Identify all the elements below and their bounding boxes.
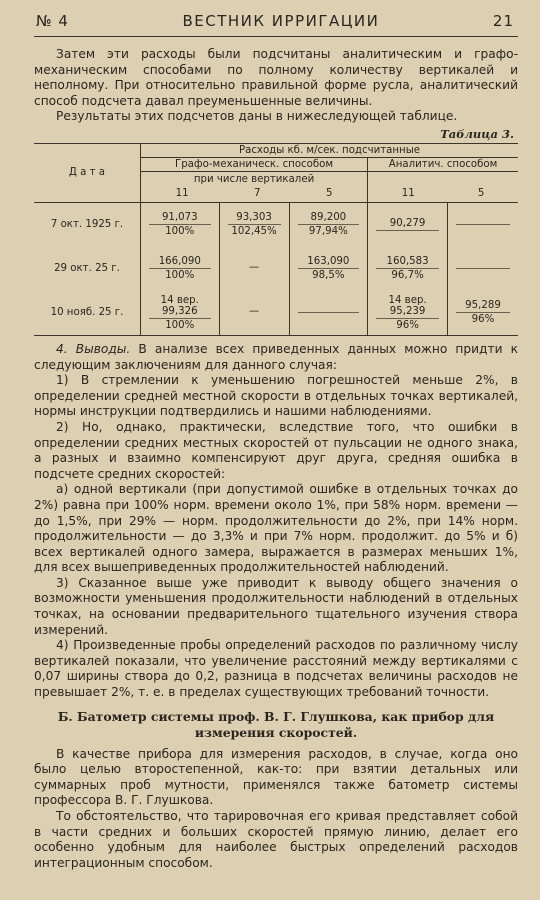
main-header: Расходы кб. м/сек. подсчитанные: [140, 143, 518, 157]
percent-value: 96%: [396, 320, 419, 332]
section-b-paragraph: В качестве прибора для измерения расходов, в случае, когда оно было целью второстепенной, как-то: при взятии детальных или суммарных проб мутности, применялся также батометр системы профессора В. Г. Глушкова.: [34, 746, 518, 808]
page-number: 21: [492, 12, 514, 30]
percent-value: 96,7%: [391, 270, 424, 282]
date-header: Д а т а: [34, 143, 140, 202]
value-cell: [140, 247, 219, 291]
section-b-paragraph: То обстоятельство, что тарировочная его кривая представляет собой в части средних и больших скоростей прямую линию, делает его особенно удобным для наиболее быстрых определений расходов интеграционным способом.: [34, 809, 518, 870]
value-cell: [289, 247, 368, 291]
table-caption: Таблица 3.: [440, 126, 514, 141]
discharge-table: [34, 143, 518, 336]
discharge-value: —: [248, 306, 260, 318]
col-header: 5: [477, 187, 485, 199]
section-b-title: Б. Батометр системы проф. В. Г. Глушкова, как прибор для измерения скоростей.: [57, 708, 495, 740]
conclusion-item: а) одной вертикали (при допустимой ошибке в отдельных точках до 2%) равна при 100% норм. времени около 1%, при 58% норм. времени — до 1,5%, при 29% — норм. продолжительности до 2%, при 14% норм. продолжительности — до 3,3% и при 7% норм. продолжит. до 5% и б) всех вертикалей одного замера, выражается в размерах меньших 1%, для всех вышеприведенных продолжительностей наблюдений.: [34, 482, 518, 575]
verticals-header: [140, 171, 367, 202]
section-b-body: [34, 747, 518, 872]
date-cell: 10 нояб. 25 г.: [50, 307, 124, 319]
value-cell: [289, 291, 368, 336]
value-cell: [140, 202, 219, 247]
value-cell: [448, 291, 518, 336]
value-cell: [289, 202, 368, 247]
discharge-value: 95,289: [456, 300, 510, 313]
conclusion-item: 1) В стремлении к уменьшению погрешностей меньше 2%, в определении средней местной скорости в отдельных точках вертикалей, нормы инструкции подтвердились и нашими наблюдениями.: [34, 373, 518, 419]
discharge-value: 90,279: [376, 218, 439, 231]
value-cell: [219, 247, 289, 291]
percent-value: [222, 318, 287, 319]
verticals-label: при числе вертикалей: [193, 173, 315, 185]
value-cell: [219, 202, 289, 247]
col-header: 11: [401, 187, 415, 199]
discharge-value: 89,200: [298, 212, 360, 225]
percent-value: 96%: [471, 314, 495, 326]
intro-paragraph: Результаты этих подсчетов даны в нижеследующей таблице.: [56, 109, 458, 124]
value-cell: [448, 247, 518, 291]
percent-value: [292, 313, 366, 314]
analytic-col-headers: [368, 171, 518, 202]
value-cell: [368, 202, 448, 247]
date-cell: 7 окт. 1925 г.: [50, 219, 124, 231]
value-cell: [219, 291, 289, 336]
col-header: 5: [325, 187, 333, 199]
analytic-method-header: Аналитич. способом: [368, 157, 518, 171]
running-header: [34, 12, 518, 37]
table-row: [34, 291, 518, 336]
discharge-value: 160,583: [376, 256, 439, 269]
graph-method-header: Графо-механическ. способом: [140, 157, 367, 171]
conclusions-lead: [34, 342, 518, 373]
value-cell: [140, 291, 219, 336]
journal-title: ВЕСТНИК ИРРИГАЦИИ: [182, 12, 380, 30]
conclusion-item: 3) Сказанное выше уже приводит к выводу общего значения о возможности уменьшения продолжительности наблюдений в отдельных точках, на основании предварительного тщательного изучения створа измерений.: [34, 575, 518, 637]
discharge-value: 91,073: [149, 212, 211, 225]
discharge-value: 95,239: [376, 306, 439, 319]
discharge-value: 99,326: [149, 306, 211, 319]
date-cell: 29 окт. 25 г.: [54, 263, 120, 275]
discharge-value: 93,303: [228, 212, 281, 225]
table-row: [34, 202, 518, 247]
value-cell: [368, 247, 448, 291]
percent-value: [370, 231, 445, 232]
conclusion-item: 4) Произведенные пробы определений расходов по различному числу вертикалей показали, что увеличение расстояний между вертикалями с 0,07 ширины створа до 0,2, разница в подсчетах величины расходов не превышает 2%, т. е. в пределах существующих требований точности.: [34, 638, 518, 700]
percent-value: 102,45%: [231, 226, 277, 238]
col-header: 11: [175, 187, 189, 199]
value-cell: [368, 291, 448, 336]
value-cell: [448, 202, 518, 247]
issue-number: № 4: [36, 12, 69, 30]
percent-value: 97,94%: [308, 226, 348, 238]
conclusion-item: 2) Но, однако, практически, вследствие того, что ошибки в определении средних местных скоростей от пульсации не одного знака, а разных и взаимно компенсируют друг друга, средняя ошибка в подсчете средних скоростей:: [34, 419, 518, 481]
verticals-note: 14 вер.: [160, 295, 199, 307]
col-header: 7: [254, 187, 261, 199]
intro-paragraph: Затем эти расходы были подсчитаны аналитическим и графо-механическим способами по полному количеству вертикалей и неполному. При относительно правильной форме русла, аналитический способ подсчета давал преуменьшенные величины.: [34, 47, 518, 108]
conclusions-heading: 4. Выводы.: [56, 341, 131, 356]
conclusions-lead-text: В анализе всех приведенных данных можно придти к следующим заключениям для данного случая:: [34, 341, 518, 372]
discharge-value: 166,090: [149, 256, 211, 269]
percent-value: [450, 269, 516, 270]
percent-value: 100%: [165, 270, 195, 282]
percent-value: 100%: [165, 320, 195, 332]
discharge-value: —: [248, 262, 260, 274]
percent-value: 98,5%: [312, 270, 345, 282]
verticals-note: 14 вер.: [388, 295, 427, 307]
intro-block: [34, 47, 518, 125]
discharge-value: 163,090: [298, 256, 360, 269]
conclusions-block: [34, 342, 518, 701]
percent-value: 100%: [165, 226, 195, 238]
table-row: [34, 247, 518, 291]
percent-value: [450, 225, 516, 226]
percent-value: [222, 274, 287, 275]
